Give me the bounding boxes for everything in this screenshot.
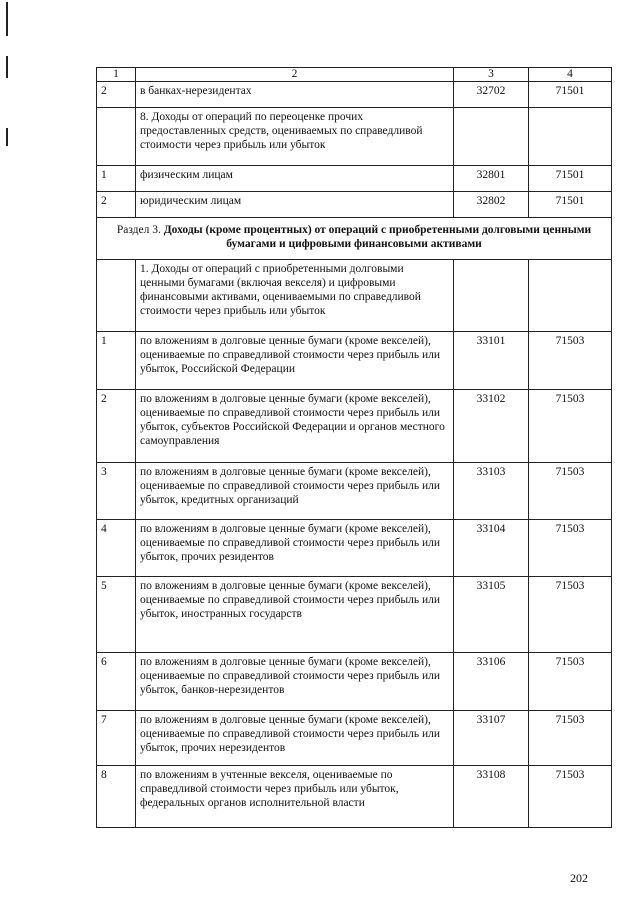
row-number: 4 xyxy=(97,520,136,577)
header-cell: 3 xyxy=(454,68,529,82)
row-number: 3 xyxy=(97,463,136,520)
row-description: в банках-нерезидентах xyxy=(136,82,454,108)
table-row xyxy=(97,332,612,390)
second-order-account xyxy=(529,108,612,166)
second-order-account: 71503 xyxy=(529,766,612,828)
second-order-account: 71501 xyxy=(529,192,612,218)
section-title: Доходы (кроме процентных) от операций с приобретенными долговыми ценными бумагами и цифровыми финансовыми активами xyxy=(163,224,592,250)
row-number xyxy=(97,108,136,166)
header-row xyxy=(97,68,612,82)
row-number: 2 xyxy=(97,390,136,463)
row-description: по вложениям в долговые ценные бумаги (кроме векселей), оцениваемые по справедливой стоимости через прибыль или убыток, иностранных государств xyxy=(136,577,454,653)
section-prefix: Раздел 3. xyxy=(116,224,161,236)
row-description: по вложениям в долговые ценные бумаги (кроме векселей), оцениваемые по справедливой стоимости через прибыль или убыток, кредитных организаций xyxy=(136,463,454,520)
table-row xyxy=(97,520,612,577)
row-number: 1 xyxy=(97,332,136,390)
row-description: по вложениям в учтенные векселя, оцениваемые по справедливой стоимости через прибыль или убыток, федеральных органов исполнительной власти xyxy=(136,766,454,828)
account-code: 33104 xyxy=(454,520,529,577)
accounts-table xyxy=(96,67,612,828)
second-order-account: 71503 xyxy=(529,332,612,390)
account-code: 32802 xyxy=(454,192,529,218)
header-cell: 1 xyxy=(97,68,136,82)
table-row xyxy=(97,390,612,463)
table-row xyxy=(97,82,612,108)
section-heading xyxy=(97,218,612,260)
row-description: по вложениям в долговые ценные бумаги (кроме векселей), оцениваемые по справедливой стоимости через прибыль или убыток, прочих резидентов xyxy=(136,520,454,577)
section-row xyxy=(97,218,612,260)
row-description: по вложениям в долговые ценные бумаги (кроме векселей), оцениваемые по справедливой стоимости через прибыль или убыток, прочих нерезидентов xyxy=(136,711,454,766)
row-description: юридическим лицам xyxy=(136,192,454,218)
account-code: 33103 xyxy=(454,463,529,520)
margin-mark xyxy=(6,56,8,78)
row-number: 2 xyxy=(97,82,136,108)
row-number: 7 xyxy=(97,711,136,766)
second-order-account: 71503 xyxy=(529,390,612,463)
row-description: физическим лицам xyxy=(136,166,454,192)
account-code: 32801 xyxy=(454,166,529,192)
second-order-account: 71503 xyxy=(529,711,612,766)
header-cell: 2 xyxy=(136,68,454,82)
row-number: 1 xyxy=(97,166,136,192)
table-row xyxy=(97,711,612,766)
account-code: 33102 xyxy=(454,390,529,463)
account-code: 32702 xyxy=(454,82,529,108)
second-order-account: 71503 xyxy=(529,520,612,577)
second-order-account: 71503 xyxy=(529,463,612,520)
account-code xyxy=(454,108,529,166)
margin-mark xyxy=(6,2,8,36)
account-code: 33107 xyxy=(454,711,529,766)
account-code: 33101 xyxy=(454,332,529,390)
second-order-account: 71501 xyxy=(529,82,612,108)
row-number: 8 xyxy=(97,766,136,828)
table-row xyxy=(97,192,612,218)
row-description: 8. Доходы от операций по переоценке прочих предоставленных средств, оцениваемых по справедливой стоимости через прибыль или убыток xyxy=(136,108,454,166)
table-row xyxy=(97,653,612,711)
row-description: 1. Доходы от операций с приобретенными долговыми ценными бумагами (включая векселя) и цифровыми финансовыми активами, оцениваемыми по справедливой стоимости через прибыль или убыток xyxy=(136,260,454,332)
account-code: 33106 xyxy=(454,653,529,711)
table-row xyxy=(97,766,612,828)
page-number: 202 xyxy=(570,871,588,885)
row-description: по вложениям в долговые ценные бумаги (кроме векселей), оцениваемые по справедливой стоимости через прибыль или убыток, Российской Федерации xyxy=(136,332,454,390)
row-number: 6 xyxy=(97,653,136,711)
row-description: по вложениям в долговые ценные бумаги (кроме векселей), оцениваемые по справедливой стоимости через прибыль или убыток, субъектов Российской Федерации и органов местного самоуправления xyxy=(136,390,454,463)
second-order-account: 71503 xyxy=(529,577,612,653)
margin-mark xyxy=(6,128,8,146)
table-row xyxy=(97,577,612,653)
subsection-heading-row xyxy=(97,260,612,332)
account-code: 33108 xyxy=(454,766,529,828)
table-row xyxy=(97,463,612,520)
row-description: по вложениям в долговые ценные бумаги (кроме векселей), оцениваемые по справедливой стоимости через прибыль или убыток, банков-нерезидентов xyxy=(136,653,454,711)
header-cell: 4 xyxy=(529,68,612,82)
subsection-heading-row xyxy=(97,108,612,166)
table-row xyxy=(97,166,612,192)
second-order-account: 71503 xyxy=(529,653,612,711)
row-number xyxy=(97,260,136,332)
second-order-account: 71501 xyxy=(529,166,612,192)
row-number: 5 xyxy=(97,577,136,653)
second-order-account xyxy=(529,260,612,332)
row-number: 2 xyxy=(97,192,136,218)
account-code xyxy=(454,260,529,332)
account-code: 33105 xyxy=(454,577,529,653)
